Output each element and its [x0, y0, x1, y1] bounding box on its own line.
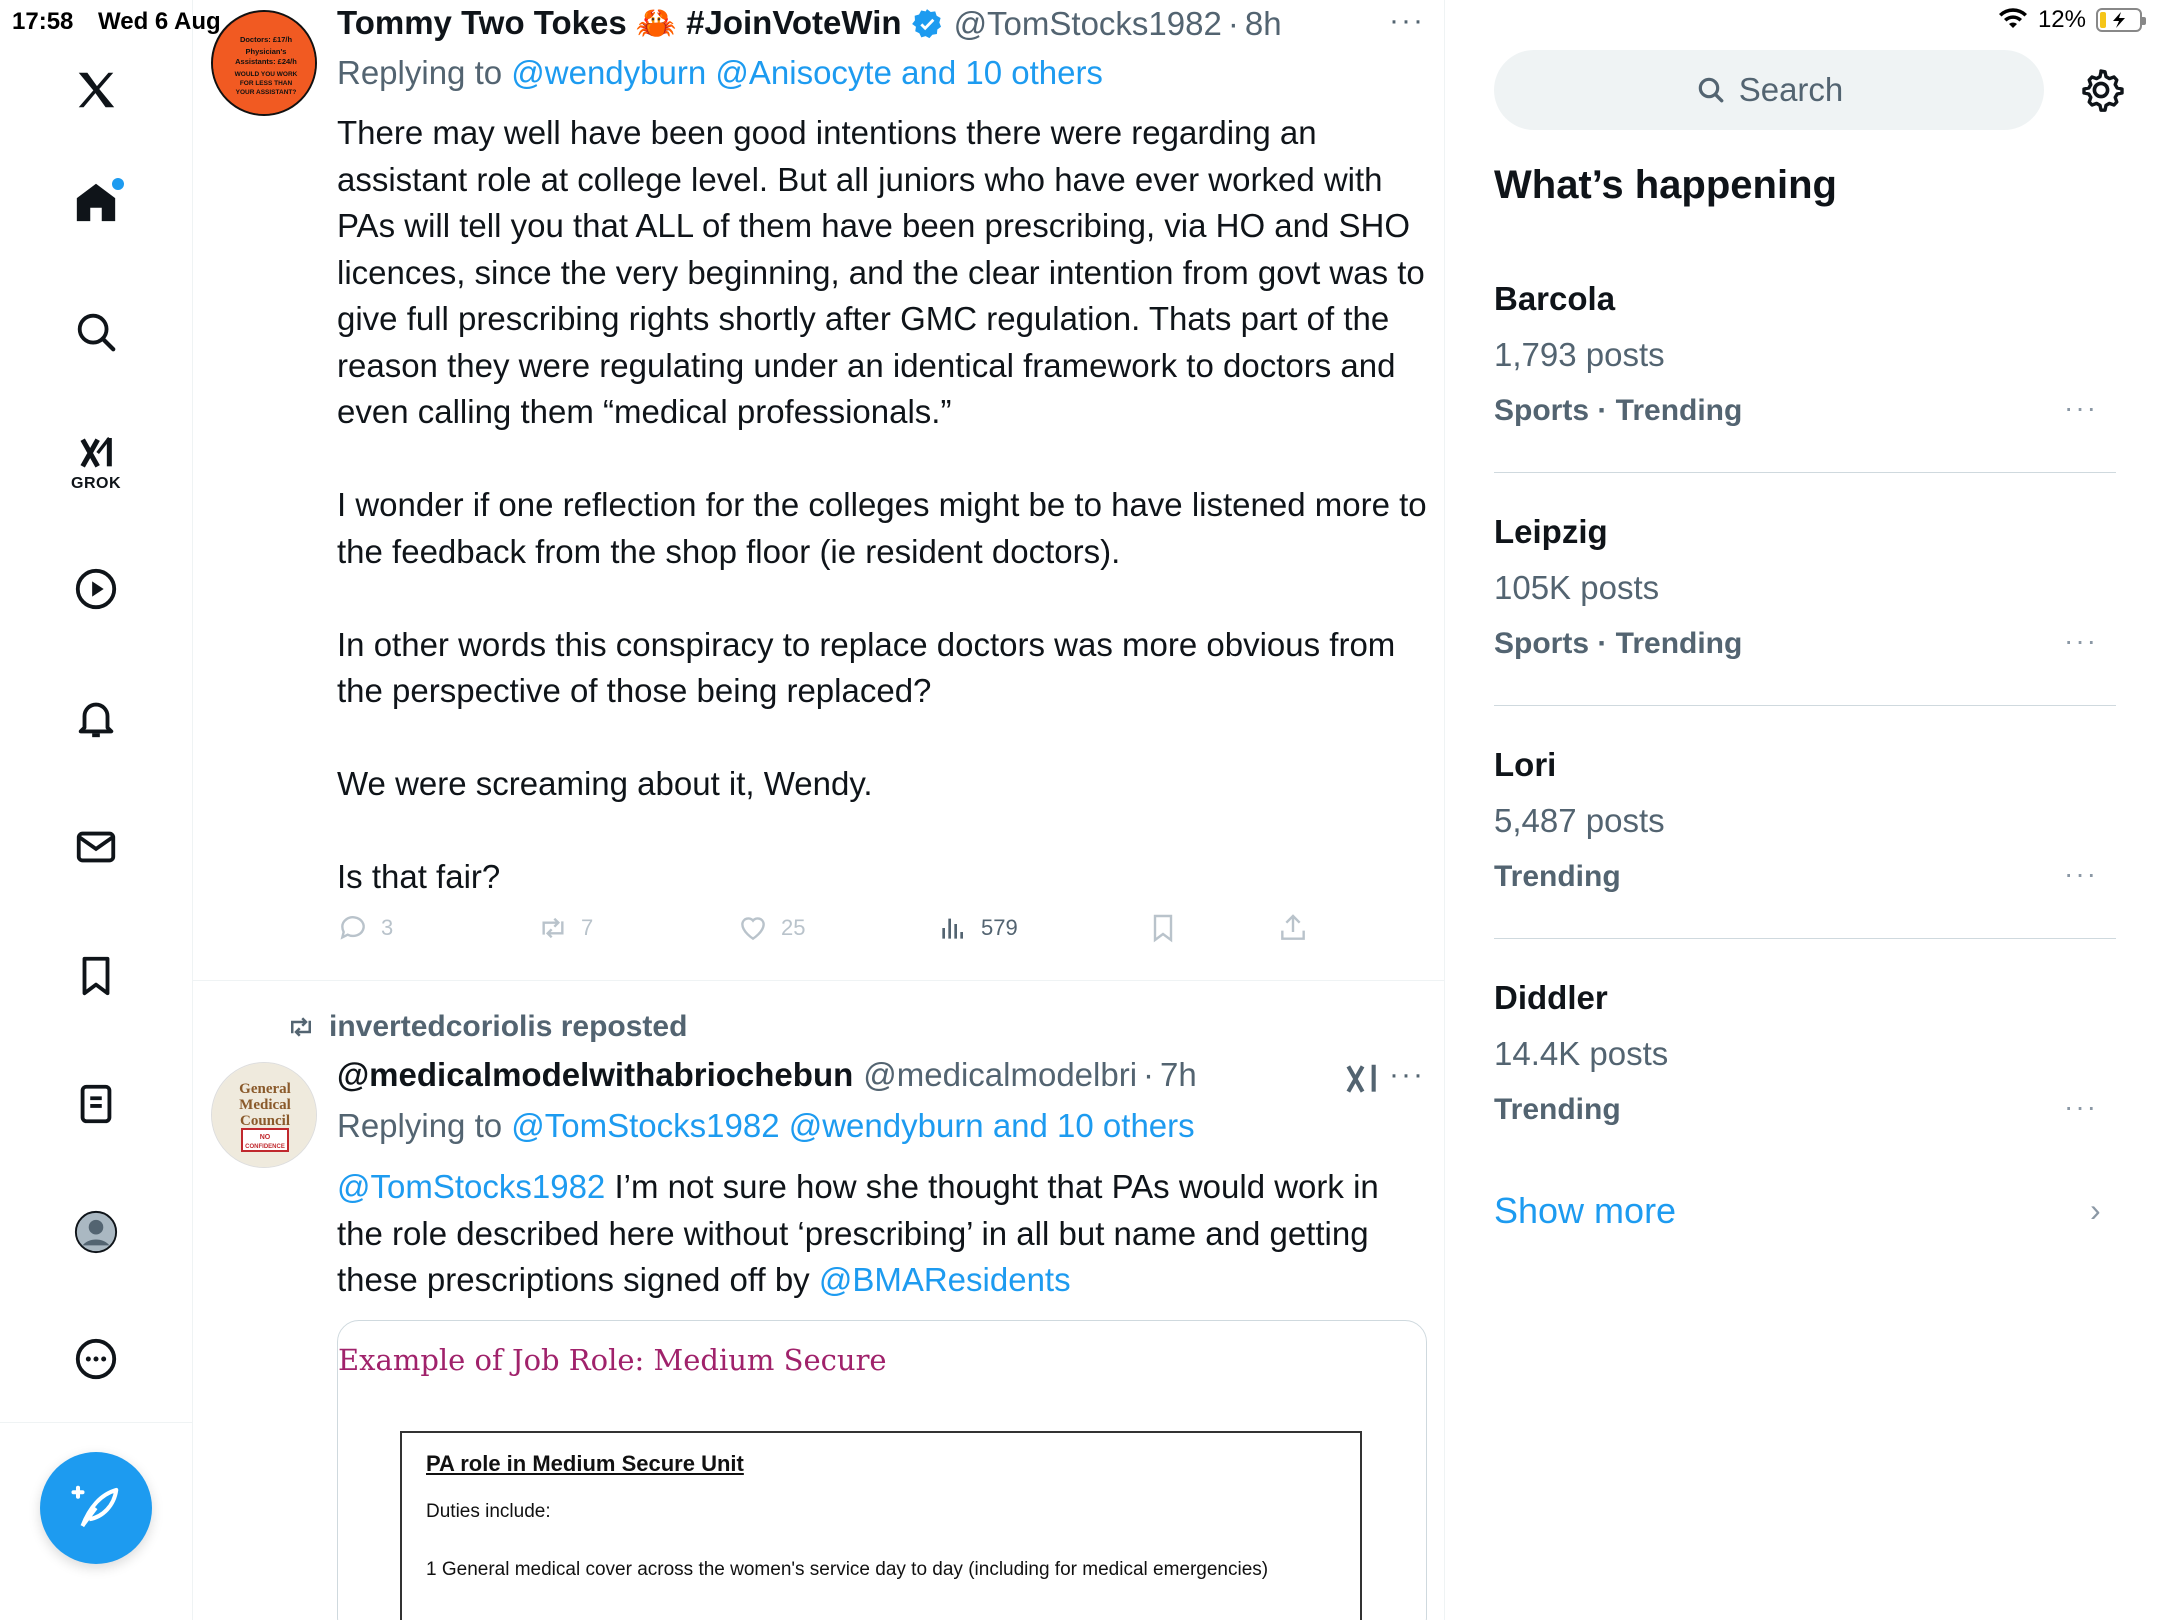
trend-posts: 105K posts: [1494, 569, 1660, 606]
svg-text:NO: NO: [259, 1134, 271, 1141]
svg-text:FOR LESS THAN: FOR LESS THAN: [239, 80, 293, 87]
notification-dot: [112, 178, 124, 190]
trend-divider: [1494, 938, 2116, 939]
svg-text:Doctors: £17/h: Doctors: £17/h: [239, 35, 293, 44]
tweet-body: I’m not sure how she thought that PAs would work in the role described here without ‘prescribing’ in all but name and getting these prescriptions signed off by: [337, 1168, 1379, 1298]
display-name[interactable]: @medicalmodelwithabriochebun: [337, 1056, 854, 1093]
compose-feather-icon: [69, 1481, 123, 1535]
tweet-text: [337, 1164, 1427, 1304]
mention-link[interactable]: @BMAResidents: [818, 1261, 1071, 1298]
display-name[interactable]: Tommy Two Tokes 🦀 #JoinVoteWin: [337, 4, 902, 41]
home-icon[interactable]: [60, 166, 132, 238]
avatar-medicalmodel[interactable]: [211, 1062, 317, 1168]
more-options-icon[interactable]: ···: [1389, 1058, 1425, 1091]
tweet-medicalmodel[interactable]: [193, 0, 1445, 1620]
svg-text:General: General: [239, 1081, 291, 1097]
trend-name: Lori: [1494, 746, 1557, 783]
video-icon[interactable]: [60, 553, 132, 625]
handle[interactable]: @TomStocks1982: [953, 4, 1222, 42]
reply-prefix: Replying to: [337, 1107, 512, 1144]
trend-category: Sports · Trending: [1494, 627, 1743, 660]
trend-category: Trending: [1494, 1093, 1621, 1126]
chevron-right-icon[interactable]: ›: [2090, 1192, 2101, 1228]
trend-category: Sports · Trending: [1494, 394, 1743, 427]
svg-text:YOUR ASSISTANT?: YOUR ASSISTANT?: [235, 89, 297, 96]
dot-separator: ·: [1227, 4, 1239, 42]
media-document-box: [400, 1431, 1362, 1620]
grok-icon[interactable]: [60, 420, 132, 506]
timeline: [193, 0, 1445, 1620]
trend-divider: [1494, 705, 2116, 706]
search-icon: [1695, 74, 1727, 106]
svg-text:WOULD YOU WORK: WOULD YOU WORK: [234, 71, 298, 78]
doc-duties: Duties include:: [426, 1501, 551, 1522]
trend-more-icon[interactable]: ···: [2064, 392, 2098, 423]
view-count: 579: [981, 915, 1018, 940]
trend-name: Diddler: [1494, 979, 1608, 1016]
trend-category: Trending: [1494, 860, 1621, 893]
lists-icon[interactable]: [60, 1068, 132, 1140]
trend-name: Barcola: [1494, 280, 1616, 317]
trend-divider: [1494, 472, 2116, 473]
grok-explain-icon[interactable]: [1341, 1060, 1381, 1103]
repost-count: 7: [581, 915, 594, 940]
more-icon[interactable]: [60, 1323, 132, 1395]
repost-icon: [283, 1012, 319, 1042]
search-icon[interactable]: [60, 296, 132, 368]
reply-prefix: Replying to: [337, 54, 512, 91]
repost-indicator: [283, 1010, 687, 1044]
status-time: 17:58: [12, 8, 74, 35]
media-slide-title: Example of Job Role: Medium Secure: [338, 1343, 887, 1377]
svg-text:Physician's: Physician's: [245, 47, 287, 56]
trend-more-icon[interactable]: ···: [2064, 1091, 2098, 1122]
search-placeholder: Search: [1738, 71, 1844, 108]
left-nav: [0, 0, 193, 1620]
notifications-icon[interactable]: [60, 682, 132, 754]
tweet-paragraph: Is that fair?: [337, 858, 501, 895]
like-count: 25: [781, 915, 806, 940]
x-logo-icon[interactable]: [60, 54, 132, 126]
nav-divider: [0, 1422, 193, 1423]
battery-percent: 12%: [2037, 6, 2086, 33]
svg-text:Council: Council: [239, 1113, 291, 1129]
settings-gear-icon[interactable]: [2077, 66, 2125, 114]
reply-to: [337, 1107, 1195, 1145]
compose-button[interactable]: [40, 1452, 152, 1564]
trend-posts: 14.4K posts: [1494, 1035, 1669, 1072]
status-date: Wed 6 Aug: [98, 8, 221, 35]
trend-more-icon[interactable]: ···: [2064, 858, 2098, 889]
tweet-paragraph: I wonder if one reflection for the colleges might be to have listened more to the feedback from the shop floor (ie resident doctors).: [337, 486, 1427, 570]
more-options-icon[interactable]: ···: [1389, 4, 1425, 37]
reply-to-users[interactable]: @TomStocks1982 @wendyburn and 10 others: [511, 1107, 1195, 1144]
doc-item: 1 General medical cover across the women's service day to day (including for medical emergencies): [426, 1559, 1269, 1580]
profile-icon[interactable]: [60, 1196, 132, 1268]
tweet-paragraph: There may well have been good intentions there were regarding an assistant role at college level. But all juniors who have ever worked with PAs will tell you that ALL of them have been prescribing, via HO and SHO licences, since the very beginning, and the clear intention from govt was to give full prescribing rights shortly after GMC regulation. Thats part of the reason they were regulating under an identical framework to doctors and even calling them “medical professionals.”: [337, 114, 1425, 430]
whats-happening-title: What’s happening: [1494, 163, 1837, 207]
svg-text:Assistants: £24/h: Assistants: £24/h: [235, 57, 297, 66]
svg-text:CONFIDENCE: CONFIDENCE: [245, 1144, 285, 1150]
repost-by[interactable]: invertedcoriolis reposted: [329, 1010, 688, 1043]
trend-posts: 1,793 posts: [1494, 336, 1665, 373]
trend-more-icon[interactable]: ···: [2064, 625, 2098, 656]
handle[interactable]: @medicalmodelbri: [863, 1056, 1138, 1093]
doc-heading: PA role in Medium Secure Unit: [426, 1451, 744, 1476]
right-sidebar: [1445, 0, 2160, 1620]
svg-text:Medical: Medical: [239, 1097, 291, 1113]
trend-posts: 5,487 posts: [1494, 802, 1665, 839]
reply-count: 3: [381, 915, 394, 940]
timestamp[interactable]: 7h: [1160, 1056, 1197, 1093]
tweet-paragraph: We were screaming about it, Wendy.: [337, 765, 873, 802]
grok-label: GROK: [71, 475, 121, 492]
show-more-link[interactable]: Show more: [1494, 1190, 1677, 1231]
mention-link[interactable]: @TomStocks1982: [337, 1168, 606, 1205]
tweet-header: [337, 1056, 1197, 1094]
dot-separator: ·: [1143, 1056, 1155, 1093]
media-image-card[interactable]: [337, 1320, 1427, 1620]
timestamp[interactable]: 8h: [1244, 4, 1282, 42]
search-input[interactable]: [1494, 50, 2044, 130]
bookmarks-icon[interactable]: [60, 940, 132, 1012]
trend-name: Leipzig: [1494, 513, 1608, 550]
reply-to-users[interactable]: @wendyburn @Anisocyte and 10 others: [511, 54, 1103, 91]
tweet-paragraph: In other words this conspiracy to replace doctors was more obvious from the perspective of those being replaced?: [337, 625, 1396, 709]
messages-icon[interactable]: [60, 811, 132, 883]
